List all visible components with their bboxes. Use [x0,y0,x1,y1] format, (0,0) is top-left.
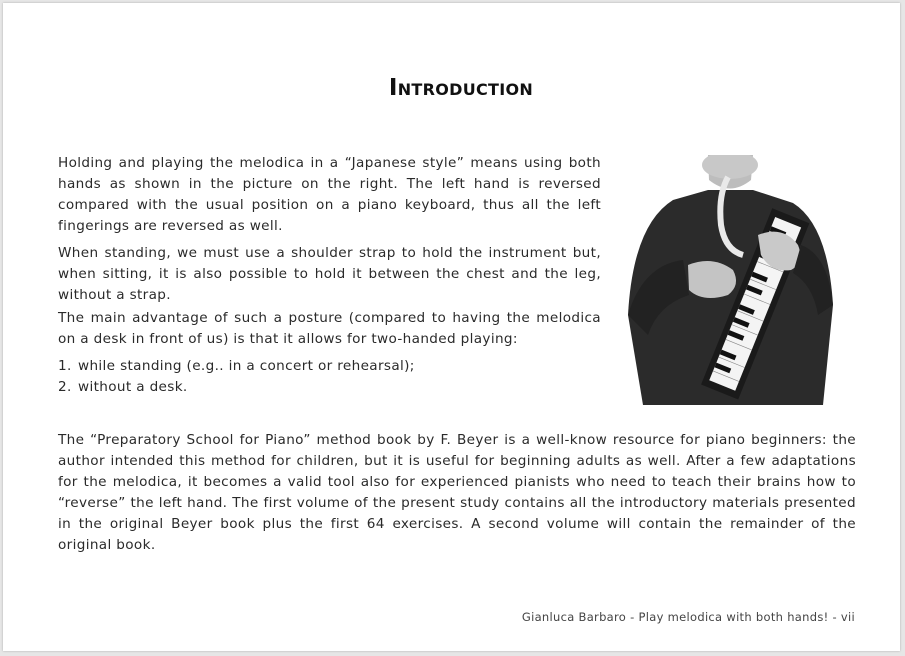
page-footer: Gianluca Barbaro - Play melodica with both hands! - vii [521,610,855,624]
list-item: 1. while standing (e.g.. in a concert or rehearsal); [58,358,415,374]
melodica-player-photo [623,155,838,405]
paragraph-main-advantage: The main advantage of such a posture (compared to having the melodica on a desk in front of us) is that it allows for two-handed playing: [58,310,601,347]
paragraph-beyer-method: The “Preparatory School for Piano” method book by F. Beyer is a well-know resource for piano beginners: the author intended this method for children, but it is useful for beginning adults as well. After a few adaptations for the melodica, it becomes a valid tool also for experienced pianists who need to teach their brains how to “reverse” the left hand. The first volume of the present study contains all the introductory materials presented in the original Beyer book plus the first 64 exercises. A second volume will contain the remainder of the original book. [58,432,856,553]
beyer-paragraph-block [58,430,856,556]
paragraph-japanese-style: Holding and playing the melodica in a “Japanese style” means using both hands as shown in the picture on the right. The left hand is reversed compared with the usual position on a piano keyboard, thus all the left fingerings are reversed as well. [58,155,601,234]
page-title: Introduction [388,75,534,101]
paragraph-shoulder-strap: When standing, we must use a shoulder strap to hold the instrument but, when sitting, it is also possible to hold it between the chest and the leg, without a strap. [58,245,601,303]
intro-left-column [58,153,601,398]
document-page [3,3,900,651]
list-item: 2. without a desk. [58,379,188,395]
advantages-list [58,356,601,398]
